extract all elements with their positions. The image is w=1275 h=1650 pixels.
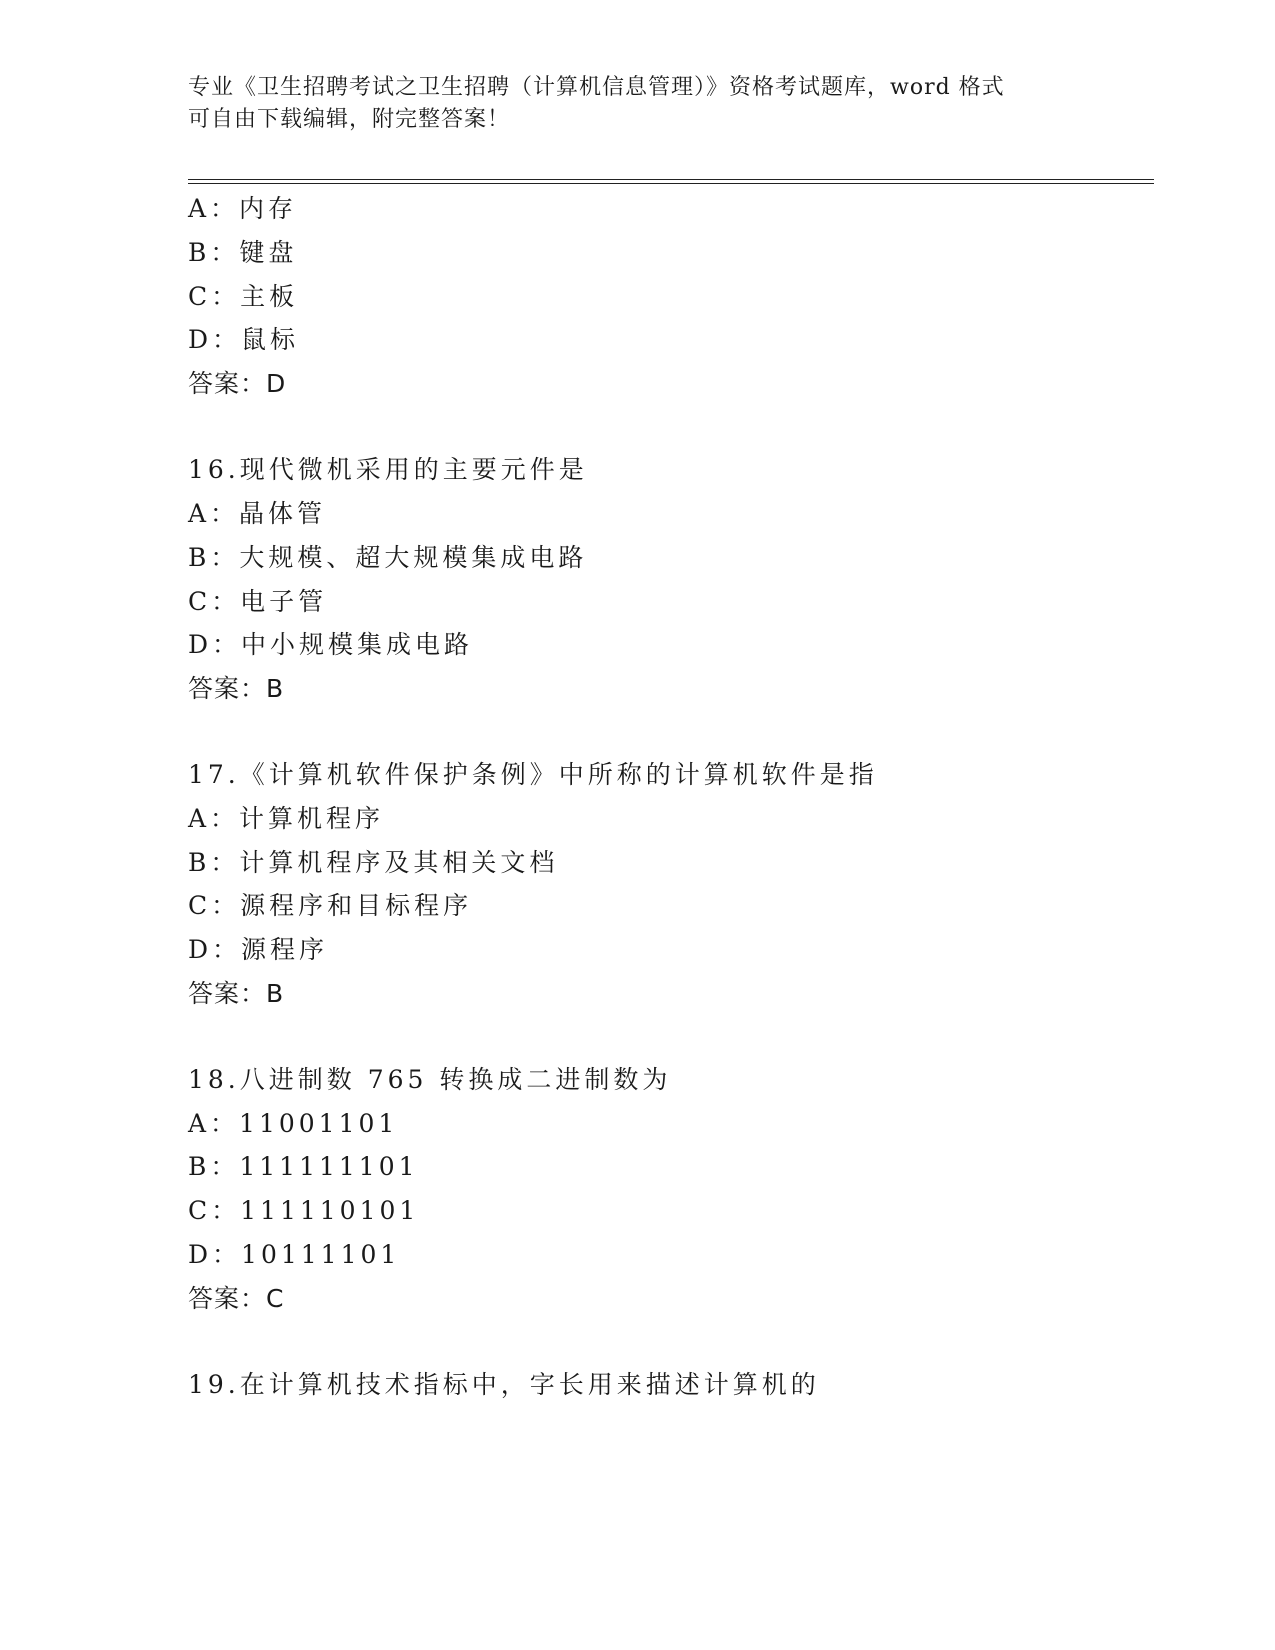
header-line-2: 可自由下载编辑，附完整答案！ [188, 107, 511, 132]
option-b: B：键盘 [188, 238, 298, 267]
answer: 答案：D [188, 369, 287, 398]
option-d: D：鼠标 [188, 325, 300, 354]
option-c: C：111110101 [188, 1196, 420, 1225]
answer: 答案：C [188, 1284, 285, 1313]
answer: 答案：B [188, 979, 285, 1008]
option-a: A：晶体管 [188, 499, 327, 528]
option-c: C：电子管 [188, 587, 328, 616]
option-b: B：111111101 [188, 1152, 419, 1181]
option-a: A：内存 [188, 194, 298, 223]
option-a: A：11001101 [188, 1109, 399, 1138]
option-c: C：源程序和目标程序 [188, 891, 473, 920]
answer: 答案：B [188, 674, 285, 703]
option-d: D：10111101 [188, 1240, 401, 1269]
option-b: B：大规模、超大规模集成电路 [188, 543, 588, 572]
question-text: 16.现代微机采用的主要元件是 [188, 455, 588, 484]
header-divider-top [188, 179, 1154, 180]
question-text: 18.八进制数 765 转换成二进制数为 [188, 1065, 672, 1094]
option-a: A：计算机程序 [188, 804, 385, 833]
header-divider-bottom [188, 183, 1154, 184]
option-d: D：源程序 [188, 935, 329, 964]
header-line-1: 专业《卫生招聘考试之卫生招聘（计算机信息管理）》资格考试题库，word 格式 [188, 75, 1005, 100]
option-c: C：主板 [188, 282, 299, 311]
question-text: 17.《计算机软件保护条例》中所称的计算机软件是指 [188, 760, 878, 789]
option-b: B：计算机程序及其相关文档 [188, 848, 559, 877]
question-text: 19.在计算机技术指标中，字长用来描述计算机的 [188, 1370, 820, 1399]
document-header [188, 72, 1088, 136]
option-d: D：中小规模集成电路 [188, 630, 474, 659]
